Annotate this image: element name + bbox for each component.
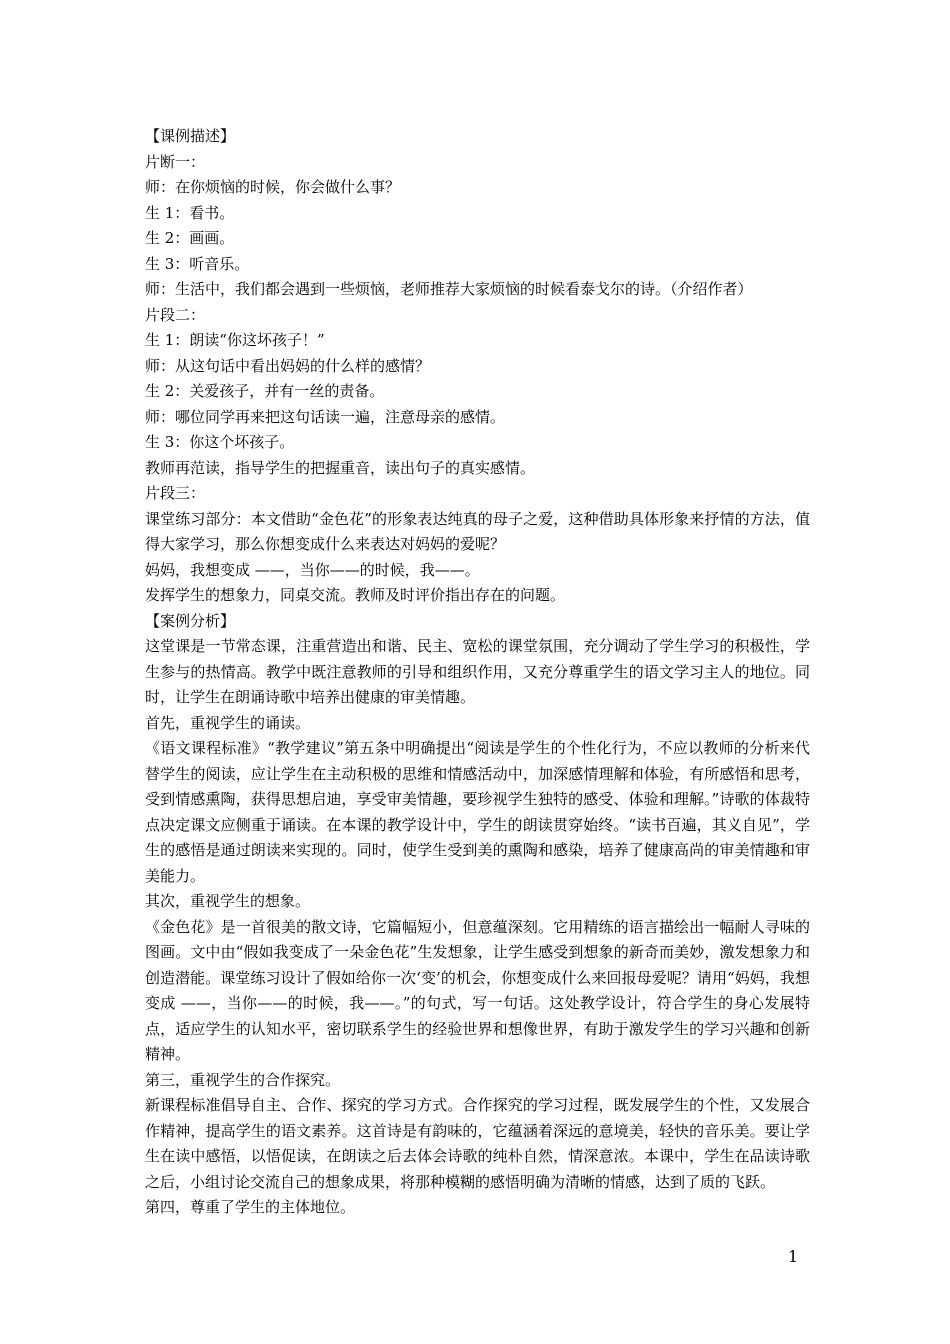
paragraph: 新课程标准倡导自主、合作、探究的学习方式。合作探究的学习过程，既发展学生的个性，又发展合作精神，提高学生的语文素养。这首诗是有韵味的，它蕴涵着深远的意境美，轻快的音乐美。要让学生在读中感悟，以悟促读，在朗读之后去体会诗歌的纯朴自然，情深意浓。本课中，学生在品读诗歌之后，小组讨论交流自己的想象成果，将那种模糊的感悟明确为清晰的情感，达到了质的飞跃。 xyxy=(145,1096,810,1191)
fragment-two-heading: 片段二： xyxy=(145,305,206,324)
paragraph: 师：在你烦恼的时候，你会做什么事？ xyxy=(145,178,401,196)
section-heading-case-analysis: 【案例分析】 xyxy=(145,611,236,630)
paragraph: 生 3：听音乐。 xyxy=(145,254,250,273)
paragraph: 生 3：你这个坏孩子。 xyxy=(145,433,295,451)
paragraph: 第四，尊重了学生的主体地位。 xyxy=(145,1198,356,1216)
paragraph: 师：生活中，我们都会遇到一些烦恼，老师推荐大家烦恼的时候看泰戈尔的诗。（介绍作者） xyxy=(145,280,753,298)
paragraph: 师：哪位同学再来把这句话读一遍，注意母亲的感情。 xyxy=(145,407,506,426)
page-number: 1 xyxy=(788,1247,799,1266)
paragraph: 首先，重视学生的诵读。 xyxy=(145,713,311,732)
paragraph: 生 2：关爱孩子，并有一丝的责备。 xyxy=(145,382,385,400)
paragraph: 生 1：朗读“你这坏孩子！” xyxy=(145,331,325,349)
paragraph: 妈妈，我想变成 ——，当你——的时候，我——。 xyxy=(145,560,480,579)
paragraph: 生 1：看书。 xyxy=(145,203,235,222)
paragraph: 教师再范读，指导学生的把握重音，读出句子的真实感情。 xyxy=(145,458,536,477)
paragraph: 第三，重视学生的合作探究。 xyxy=(145,1070,341,1089)
paragraph: 师：从这句话中看出妈妈的什么样的感情？ xyxy=(145,356,431,375)
paragraph: 生 2：画画。 xyxy=(145,229,235,247)
paragraph: 这堂课是一节常态课，注重营造出和谐、民主、宽松的课堂氛围，充分调动了学生学习的积极性，学生参与的热情高。教学中既注意教师的引导和组织作用，又充分尊重学生的语文学习主人的地位。同时，让学生在朗诵诗歌中培养出健康的审美情趣。 xyxy=(145,637,810,706)
paragraph: 《金色花》是一首很美的散文诗，它篇幅短小，但意蕴深刻。它用精练的语言描绘出一幅耐人寻味的图画。文中由“假如我变成了一朵金色花”生发想象，让学生感受到想象的新奇而美妙，激发想象力和创造潜能。课堂练习设计了假如给你一次‘变’的机会，你想变成什么来回报母爱呢？请用“妈妈，我想变成 ——，当你——的时候，我——。”的句式，写一句话。这处教学设计，符合学生的身心发展特点，适应学生的认知水平，密切联系学生的经验世界和想像世界，有助于激发学生的学习兴趣和创新精神。 xyxy=(145,917,810,1063)
paragraph: 其次，重视学生的想象。 xyxy=(145,892,311,910)
paragraph: 《语文课程标准》“教学建议”第五条中明确提出“阅读是学生的个性化行为，不应以教师的分析来代替学生的阅读，应让学生在主动积极的思维和情感活动中，加深感情理解和体验，有所感悟和思考，受到情感熏陶，获得思想启迪，享受审美情趣，要珍视学生独特的感受、体验和理解。”诗歌的体裁特点决定课文应侧重于诵读。在本课的教学设计中，学生的朗读贯穿始终。“读书百遍，其义自见”，学生的感悟是通过朗读来实现的。同时，使学生受到美的熏陶和感染，培养了健康高尚的审美情趣和审美能力。 xyxy=(145,739,810,885)
paragraph: 课堂练习部分：本文借助“金色花”的形象表达纯真的母子之爱，这种借助具体形象来抒情的方法，值得大家学习，那么你想变成什么来表达对妈妈的爱呢？ xyxy=(145,509,810,553)
document-body xyxy=(145,124,810,1221)
fragment-three-heading: 片段三： xyxy=(145,484,206,502)
section-heading-case-description: 【课例描述】 xyxy=(145,127,236,145)
paragraph: 发挥学生的想象力，同桌交流。教师及时评价指出存在的问题。 xyxy=(145,586,566,604)
fragment-one-heading: 片断一： xyxy=(145,152,206,171)
